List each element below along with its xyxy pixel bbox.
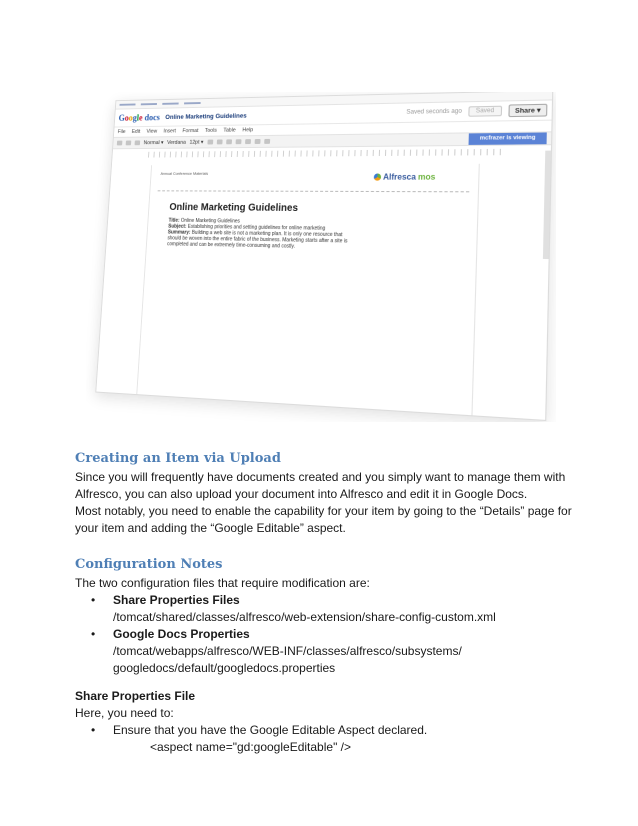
bullet-glyph: • bbox=[91, 593, 96, 607]
doc-body: Title: Online Marketing Guidelines Subject: Establishing priorities and setting guidelines for online marketing Summary: Building a web site is not a marketing plan. It is only one resource that should be woven into the entire fabric of the business. Marketing starts after a site is completed and can be extremely time-consuming and costly. bbox=[166, 217, 348, 250]
font-select[interactable]: Verdana bbox=[166, 139, 187, 146]
doc-title[interactable]: Online Marketing Guidelines bbox=[165, 112, 247, 121]
share-button[interactable]: Share ▾ bbox=[508, 104, 547, 117]
underline-icon[interactable] bbox=[226, 139, 232, 144]
alfresco-flower-icon bbox=[374, 173, 381, 180]
bullet-path-googledocs-2: googledocs/default/googledocs.properties bbox=[113, 661, 336, 675]
undo-icon[interactable] bbox=[126, 141, 132, 146]
bold-icon[interactable] bbox=[207, 140, 213, 145]
menu-file[interactable]: File bbox=[117, 129, 126, 136]
bullet-glyph: • bbox=[91, 723, 96, 737]
saved-status: Saved seconds ago bbox=[406, 108, 462, 116]
screenshot-window bbox=[95, 92, 553, 421]
bullet-path-googledocs-1: /tomcat/webapps/alfresco/WEB-INF/classes/alfresco/subsystems/ bbox=[113, 644, 462, 658]
heading-share-properties-file: Share Properties File bbox=[75, 689, 196, 703]
alfresco-logo: Alfresca mos bbox=[374, 172, 436, 181]
menu-view[interactable]: View bbox=[146, 128, 158, 135]
menu-edit[interactable]: Edit bbox=[131, 128, 141, 135]
code-aspect-declaration: <aspect name="gd:googleEditable" /> bbox=[150, 740, 351, 754]
page-header: Annual Conference Materials bbox=[160, 170, 209, 176]
bullet-title-google-docs-properties: Google Docs Properties bbox=[113, 627, 250, 641]
saved-button[interactable]: Saved bbox=[468, 106, 502, 117]
heading-creating-item: Creating an Item via Upload bbox=[75, 451, 281, 466]
viewer-badge: mcfrazer is viewing bbox=[469, 132, 547, 144]
google-docs-logo: Google docs bbox=[118, 112, 161, 123]
list-icon[interactable] bbox=[254, 139, 260, 144]
ruler bbox=[148, 149, 506, 158]
bullet-ensure-aspect: Ensure that you have the Google Editable Aspect declared. bbox=[113, 723, 428, 737]
text-color-icon[interactable] bbox=[235, 139, 241, 144]
style-select[interactable]: Normal ▾ bbox=[143, 139, 164, 146]
italic-icon[interactable] bbox=[216, 139, 222, 144]
scrollbar[interactable] bbox=[543, 151, 551, 259]
menu-table[interactable]: Table bbox=[223, 127, 236, 134]
menu-help[interactable]: Help bbox=[242, 127, 254, 134]
section1-line-1: Since you will frequently have documents created and you simply want to manage them with bbox=[75, 470, 566, 484]
section1-line-2: Alfresco, you can also upload your document into Alfresco and edit it in Google Docs. bbox=[75, 487, 528, 501]
link-icon[interactable] bbox=[245, 139, 251, 144]
header-divider bbox=[158, 190, 470, 192]
google-docs-screenshot bbox=[86, 92, 556, 422]
heading-configuration-notes: Configuration Notes bbox=[75, 557, 223, 572]
bullet-path-share-config: /tomcat/shared/classes/alfresco/web-extension/share-config-custom.xml bbox=[113, 610, 496, 624]
section1-line-4: your item and adding the “Google Editable” aspect. bbox=[75, 521, 346, 535]
menu-insert[interactable]: Insert bbox=[163, 128, 177, 135]
menu-tools[interactable]: Tools bbox=[204, 127, 217, 134]
align-icon[interactable] bbox=[264, 139, 270, 144]
menu-format[interactable]: Format bbox=[182, 128, 199, 135]
bullet-title-share-properties: Share Properties Files bbox=[113, 593, 240, 607]
redo-icon[interactable] bbox=[135, 140, 141, 145]
doc-heading: Online Marketing Guidelines bbox=[169, 202, 299, 215]
print-icon[interactable] bbox=[117, 141, 123, 146]
bullet-glyph: • bbox=[91, 627, 96, 641]
share-intro: Here, you need to: bbox=[75, 706, 174, 720]
doc-page bbox=[136, 164, 480, 416]
section1-line-3: Most notably, you need to enable the capability for your item by going to the “Details” page for bbox=[75, 504, 572, 518]
config-intro: The two configuration files that require modification are: bbox=[75, 576, 370, 590]
size-select[interactable]: 12pt ▾ bbox=[189, 139, 204, 146]
